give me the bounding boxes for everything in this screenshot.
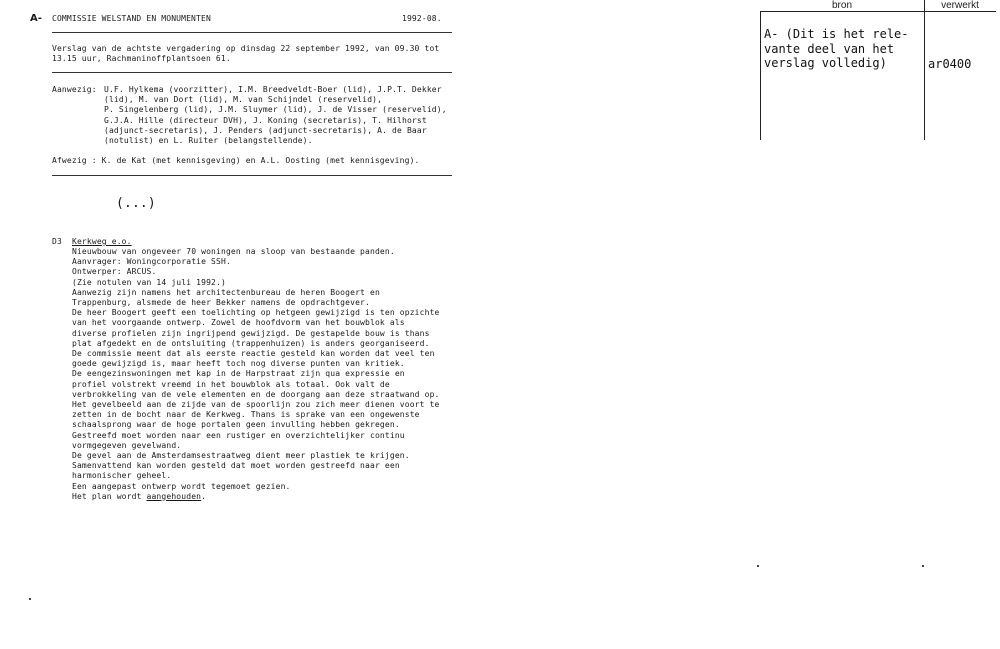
table-left-border	[760, 11, 761, 140]
body-line: De gevel aan de Amsterdamsestraatweg dient meer plastiek te krijgen.	[72, 451, 410, 460]
header-title: COMMISSIE WELSTAND EN MONUMENTEN	[52, 14, 211, 23]
body-line: Aanwezig zijn namens het architectenbureau de heren Boogert en	[72, 287, 380, 297]
body-line: De eengezinswoningen met kap in de Harpstraat zijn qua expressie en	[72, 369, 405, 379]
body-line: Een aangepast ontwerp wordt tegemoet gezien.	[72, 481, 291, 491]
document-page	[0, 0, 470, 649]
column-separator	[924, 0, 925, 140]
header-date: 1992-08.	[402, 14, 442, 23]
column-header-source: bron	[831, 0, 852, 11]
meeting-line: Verslag van de achtste vergadering op dinsdag 22 september 1992, van 09.30 tot	[52, 44, 440, 53]
item-code: D3	[52, 237, 62, 246]
body-line: diverse profielen zijn ingrijpend gewijzigd. De gestapelde bouw is thans	[72, 328, 430, 338]
attendance-label: Aanwezig:	[52, 85, 97, 94]
header-border	[760, 11, 996, 12]
item-title: Kerkweg e.o.	[72, 237, 132, 246]
scan-speck	[757, 565, 759, 567]
section-marker: A-	[30, 13, 42, 24]
attendance-divider	[52, 175, 452, 176]
attendance-line: U.F. Hylkema (voorzitter), I.M. Breedveldt-Boer (lid), J.P.T. Dekker	[104, 85, 442, 94]
body-line: goede gewijzigd is, maar heeft toch nog diverse punten van kritiek.	[72, 359, 405, 369]
body-line: De commissie meent dat als eerste reactie gesteld kan worden dat veel ten	[72, 349, 435, 358]
meeting-line: 13.15 uur, Rachmaninoffplantsoen 61.	[52, 54, 231, 64]
body-line: Nieuwbouw van ongeveer 70 woningen na sloop van bestaande panden.	[72, 247, 395, 256]
body-line: Trappenburg, alsmede de heer Bekker namens de opdrachtgever.	[72, 298, 370, 307]
decision-prefix: Het plan wordt	[72, 491, 147, 501]
attendance-line: (notulist) en L. Ruiter (belangstellende).	[104, 136, 313, 145]
body-line: verbrokkeling van de vele elementen en de doorgang aan deze straatwand op.	[72, 389, 440, 399]
body-line: profiel volstrekt vreemd in het bouwblok als totaal. Ook valt de	[72, 379, 390, 389]
source-table	[760, 0, 996, 140]
scan-speck	[29, 598, 31, 600]
attendance-line: P. Singelenberg (lid), J.M. Sluymer (lid), J. de Visser (reservelid),	[104, 105, 447, 115]
source-cell-line: A- (Dit is het rele-	[764, 27, 909, 41]
scan-speck	[922, 565, 924, 567]
meeting-divider	[52, 72, 452, 73]
body-line: zetten in de bocht naar de Kerkweg. Thans is sprake van een ongewenste	[72, 410, 420, 420]
body-line: van het voorgaande ontwerp. Zowel de hoofdvorm van het bouwblok als	[72, 318, 405, 328]
body-line: Samenvattend kan worden gesteld dat moet worden gestreefd naar een	[72, 461, 400, 471]
body-line: (Zie notulen van 14 juli 1992.)	[72, 277, 226, 287]
body-line: Het gevelbeeld aan de zijde van de spoorlijn zou zich meer dienen voort te	[72, 400, 440, 409]
column-header-processed: verwerkt	[941, 0, 979, 11]
body-line: Aanvrager: Woningcorporatie SSH.	[72, 257, 231, 267]
body-line: harmonischer geheel.	[72, 471, 172, 481]
body-line: De heer Boogert geeft een toelichting op hetgeen gewijzigd is ten opzichte	[72, 308, 440, 318]
decision-suffix: .	[201, 491, 207, 501]
attendance-line: (adjunct-secretaris), J. Penders (adjunct-secretaris), A. de Baar	[104, 125, 427, 135]
body-line: plat afgedekt en de ontsluiting (trappenhuizen) is anders georganiseerd.	[72, 338, 430, 348]
source-cell-line: verslag volledig)	[764, 56, 887, 70]
body-line: schaalsprong waar de hoge portalen geen invulling hebben gekregen.	[72, 420, 400, 430]
header-divider	[52, 32, 452, 33]
body-line: Gestreefd moet worden naar een rustiger en overzichtelijker continu	[72, 430, 405, 440]
body-line: vormgegeven gevelwand.	[72, 440, 182, 450]
source-cell-line: vante deel van het	[764, 41, 895, 56]
item-decision-line	[72, 492, 206, 502]
attendance-line: G.J.A. Hille (directeur DVH), J. Koning (secretaris), T. Hilhorst	[104, 115, 427, 125]
absent-line: Afwezig : K. de Kat (met kennisgeving) en A.L. Oosting (met kennisgeving).	[52, 156, 420, 165]
omission-ellipsis: (...)	[116, 196, 156, 211]
attendance-line: (lid), M. van Dort (lid), M. van Schijndel (reservelid),	[104, 95, 383, 105]
decision-word: aangehouden	[146, 491, 202, 501]
body-line: Ontwerper: ARCUS.	[72, 267, 157, 277]
processed-cell: ar0400	[928, 57, 972, 71]
